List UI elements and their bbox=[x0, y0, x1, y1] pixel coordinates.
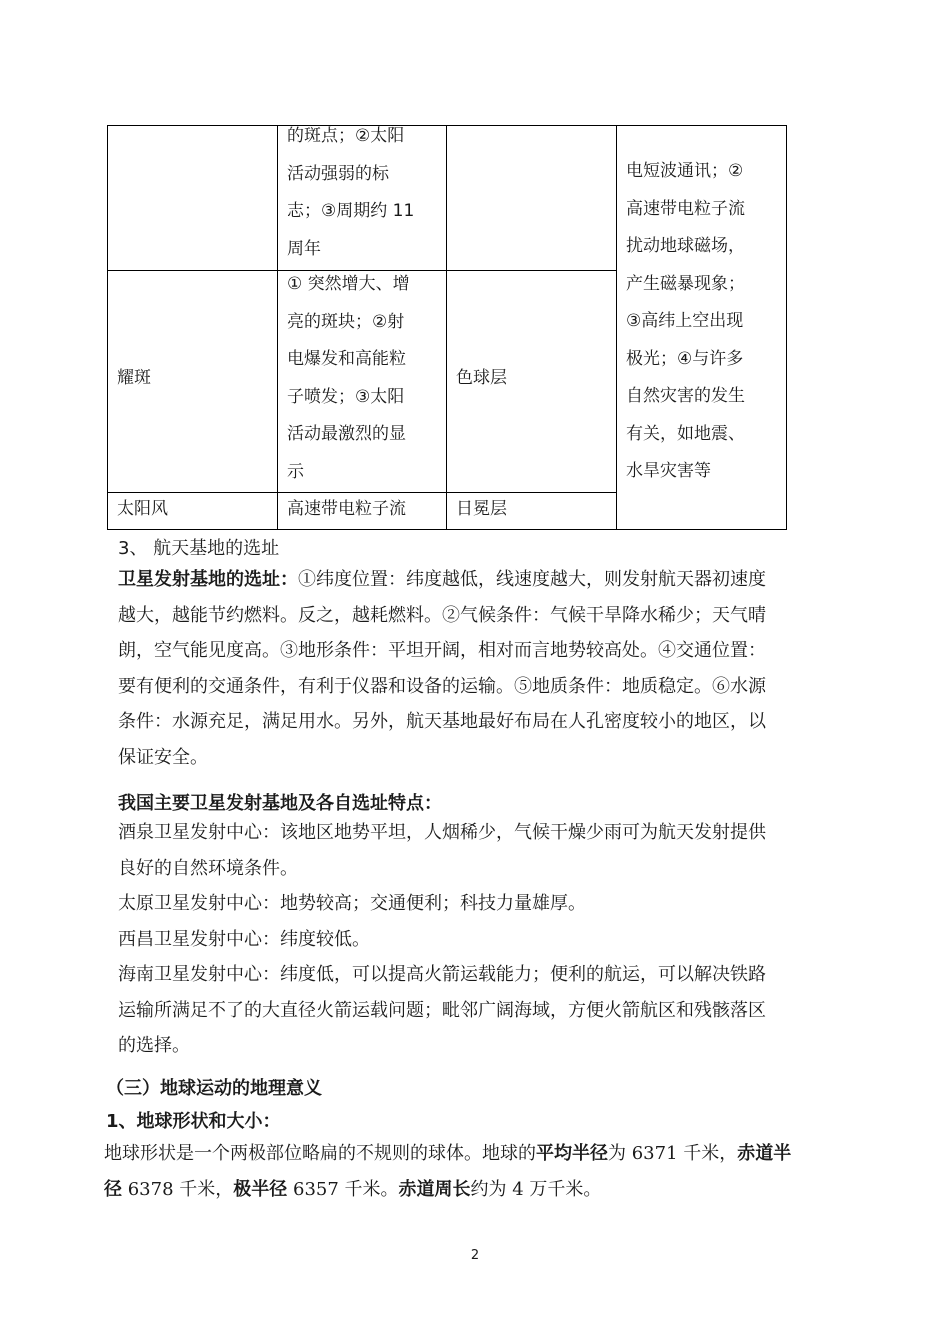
wind-features-cell: 高速带电粒子流 bbox=[287, 499, 406, 519]
section-three-heading: （三）地球运动的地理意义 bbox=[106, 1078, 322, 1099]
impact-cell: 电短波通讯；② 高速带电粒子流 扰动地球磁场， 产生磁暴现象； ③高纬上空出现 极光；④与许多 自然灾害的发生 有关，如地震、 水旱灾害等 bbox=[626, 161, 745, 481]
table-border bbox=[277, 125, 278, 530]
china-bases-list: 酒泉卫星发射中心：该地区地势平坦，人烟稀少，气候干燥少雨可为航天发射提供 良好的自然环境条件。 太原卫星发射中心：地势较高；交通便利；科技力量雄厚。 西昌卫星发射中心：纬度较低。 海南卫星发射中心：纬度低，可以提高火箭运载能力；便利的航运，可以解决铁路 运输所满足不了的大直径火箭运载问题；毗邻广阔海域，方便火箭航区和残骸落区 的选择。 bbox=[118, 815, 818, 1064]
list-item: 海南卫星发射中心：纬度低，可以提高火箭运载能力；便利的航运，可以解决铁路 bbox=[118, 964, 766, 985]
table-border bbox=[616, 125, 617, 530]
table-border bbox=[107, 529, 787, 530]
table-border bbox=[107, 125, 108, 530]
flare-features-cell: ① 突然增大、增 亮的斑块；②射 电爆发和高能粒 子喷发；③太阳 活动最激烈的显 示 bbox=[287, 274, 410, 482]
table-border bbox=[446, 125, 447, 530]
wind-layer-cell: 日冕层 bbox=[456, 499, 507, 519]
china-bases-heading: 我国主要卫星发射基地及各自选址特点： bbox=[118, 793, 442, 814]
site-selection-label: 卫星发射基地的选址： bbox=[118, 569, 298, 590]
list-item: 酒泉卫星发射中心：该地区地势平坦，人烟稀少，气候干燥少雨可为航天发射提供 bbox=[118, 822, 766, 843]
sunspot-features-cell: 的斑点；②太阳 活动强弱的标 志；③周期约 11 周年 bbox=[287, 126, 415, 259]
subsection-1-heading: 1、地球形状和大小： bbox=[106, 1111, 281, 1132]
wind-name-cell: 太阳风 bbox=[117, 499, 168, 519]
flare-name-cell: 耀斑 bbox=[117, 368, 151, 388]
section-3-heading: 3、 航天基地的选址 bbox=[118, 538, 280, 559]
list-item: 西昌卫星发射中心：纬度较低。 bbox=[118, 928, 370, 950]
site-selection-paragraph: 卫星发射基地的选址：①纬度位置：纬度越低，线速度越大，则发射航天器初速度 越大，越能节约燃料。反之，越耗燃料。②气候条件：气候干旱降水稀少；天气晴 朗，空气能见度高。③地形条件：平坦开阔，相对而言地势较高处。④交通位置： 要有便利的交通条件，有利于仪器和设备的运输。⑤地质条件：地质稳定。⑥水源 条件：水源充足，满足用水。另外，航天基地最好布局在人孔密度较小的地区，以 保证安全。 bbox=[118, 569, 766, 768]
table-border bbox=[107, 125, 787, 126]
page-number: 2 bbox=[470, 1248, 480, 1263]
earth-size-paragraph: 地球形状是一个两极部位略扁的不规则的球体。地球的平均半径为 6371 千米，赤道半 径 6378 千米，极半径 6357 千米。赤道周长约为 4 万千米。 bbox=[104, 1143, 792, 1200]
list-item: 太原卫星发射中心：地势较高；交通便利；科技力量雄厚。 bbox=[118, 893, 586, 914]
table-border bbox=[786, 125, 787, 530]
solar-activity-table bbox=[107, 125, 787, 530]
flare-layer-cell: 色球层 bbox=[456, 368, 507, 388]
